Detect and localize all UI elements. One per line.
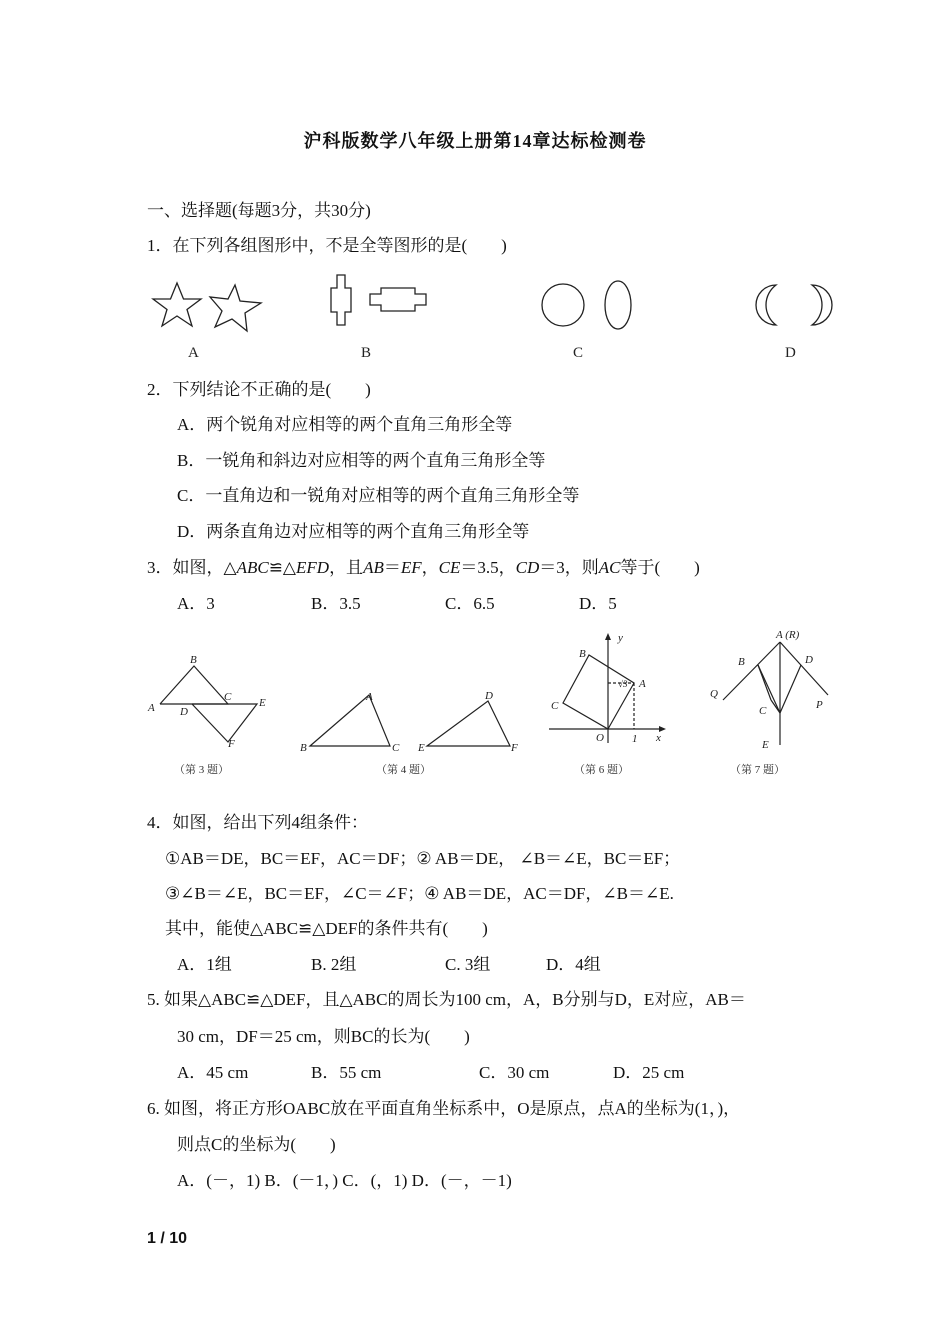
page-number: 1 / 10 xyxy=(147,1230,188,1247)
question-3-option-a: A．3 xyxy=(177,594,215,613)
fig7-label-q: Q xyxy=(710,688,718,700)
fig4-label-a: A xyxy=(366,691,373,703)
star-shape xyxy=(153,283,201,326)
question-6-options: A．(－，1) B．(－1，) C．(，1) D．(－，－1) xyxy=(177,1171,512,1190)
fig6-label-x: x xyxy=(656,732,661,744)
question-4-conditions-2: ③∠B＝∠E，BC＝EF，∠C＝∠F；④ AB＝DE，AC＝DF，∠B＝∠E. xyxy=(165,884,674,903)
question-4-option-a: A．1组 xyxy=(177,955,232,974)
crescent-left-shape xyxy=(756,285,776,325)
fig4-label-d: D xyxy=(485,690,493,702)
fig4-label-c: C xyxy=(392,742,400,754)
fig7-label-b: B xyxy=(738,656,745,668)
fig3-caption: （第 3 题） xyxy=(174,764,229,776)
question-2-stem: 2．下列结论不正确的是( ) xyxy=(147,380,371,399)
fig3-label-d: D xyxy=(180,706,188,718)
question-4-question: 其中，能使△ABC≌△DEF的条件共有( ) xyxy=(165,919,488,938)
question-4-option-c: C. 3组 xyxy=(445,955,491,974)
fig6-label-o: O xyxy=(596,732,604,744)
question-1-figures xyxy=(140,265,860,365)
fig7-label-p: P xyxy=(816,699,823,711)
figures-row xyxy=(140,625,840,785)
question-6-stem-line1: 6. 如图，将正方形OABC放在平面直角坐标系中，O是原点，点A的坐标为(1，)， xyxy=(147,1099,741,1118)
horizontal-plug-shape xyxy=(370,288,426,311)
fig3-label-c: C xyxy=(224,691,232,703)
figure-3-triangles xyxy=(160,666,257,742)
fig3-label-a: A xyxy=(148,702,155,714)
question-3-option-c: C．6.5 xyxy=(445,594,495,613)
fig7-caption: （第 7 题） xyxy=(730,764,785,776)
fig4-caption: （第 4 题） xyxy=(376,764,431,776)
fig7-label-d: D xyxy=(805,654,813,666)
fig4-label-b: B xyxy=(300,742,307,754)
question-3-option-b: B．3.5 xyxy=(311,594,361,613)
tilted-star-shape xyxy=(210,285,261,331)
figure-6-coordinate xyxy=(549,637,662,743)
page-title: 沪科版数学八年级上册第14章达标检测卷 xyxy=(303,131,647,151)
section-heading: 一、选择题(每题3分，共30分) xyxy=(147,201,371,220)
fig6-label-a: A xyxy=(639,678,646,690)
fig3-label-f: F xyxy=(228,738,235,750)
question-2-option-d: D．两条直角边对应相等的两个直角三角形全等 xyxy=(177,522,530,541)
option-a-label: A xyxy=(188,345,199,361)
fig4-label-e: E xyxy=(418,742,425,754)
question-5-option-a: A．45 cm xyxy=(177,1063,249,1082)
fig6-label-c: C xyxy=(551,700,559,712)
question-5-option-c: C．30 cm xyxy=(479,1063,550,1082)
question-2-option-b: B．一锐角和斜边对应相等的两个直角三角形全等 xyxy=(177,451,546,470)
ellipse-shape xyxy=(605,281,631,329)
fig7-label-c: C xyxy=(759,705,767,717)
question-5-option-b: B．55 cm xyxy=(311,1063,382,1082)
question-4-option-d: D．4组 xyxy=(546,955,601,974)
question-5-option-d: D．25 cm xyxy=(613,1063,685,1082)
option-c-label: C xyxy=(573,345,584,361)
question-3-stem: 3．如图，△ABC≌△EFD，且AB＝EF，CE＝3.5，CD＝3，则AC等于( ) xyxy=(147,558,700,577)
fig7-label-e: E xyxy=(762,739,769,751)
fig6-caption: （第 6 题） xyxy=(574,764,629,776)
question-4-conditions-1: ①AB＝DE，BC＝EF，AC＝DF；② AB＝DE， ∠B＝∠E，BC＝EF； xyxy=(165,849,681,868)
option-b-label: B xyxy=(361,345,372,361)
vertical-plug-shape xyxy=(331,275,351,325)
question-4-stem: 4．如图，给出下列4组条件： xyxy=(147,813,368,832)
fig3-label-b: B xyxy=(190,654,197,666)
fig3-label-e: E xyxy=(259,697,266,709)
fig7-label-a-r: A (R) xyxy=(776,629,800,641)
fig6-label-y: y xyxy=(618,632,623,644)
crescent-right-shape xyxy=(812,285,832,325)
fig4-label-f: F xyxy=(511,742,518,754)
y-axis-arrow xyxy=(605,633,611,640)
question-2-option-a: A．两个锐角对应相等的两个直角三角形全等 xyxy=(177,415,513,434)
option-d-label: D xyxy=(785,345,796,361)
fig6-label-b: B xyxy=(579,648,586,660)
figure-4-triangles xyxy=(310,695,510,746)
fig6-label-root3: √3 xyxy=(618,679,628,689)
question-1-stem: 1．在下列各组图形中，不是全等图形的是( ) xyxy=(147,236,507,255)
question-5-stem-line2: 30 cm，DF＝25 cm，则BC的长为( ) xyxy=(177,1027,470,1046)
circle-shape xyxy=(542,284,584,326)
question-6-stem-line2: 则点C的坐标为( ) xyxy=(177,1135,336,1154)
fig6-label-1: 1 xyxy=(632,733,638,745)
question-2-option-c: C．一直角边和一锐角对应相等的两个直角三角形全等 xyxy=(177,486,580,505)
question-5-stem-line1: 5. 如果△ABC≌△DEF，且△ABC的周长为100 cm，A，B分别与D，E对应，AB＝ xyxy=(147,990,746,1009)
question-4-option-b: B. 2组 xyxy=(311,955,357,974)
question-3-option-d: D．5 xyxy=(579,594,617,613)
